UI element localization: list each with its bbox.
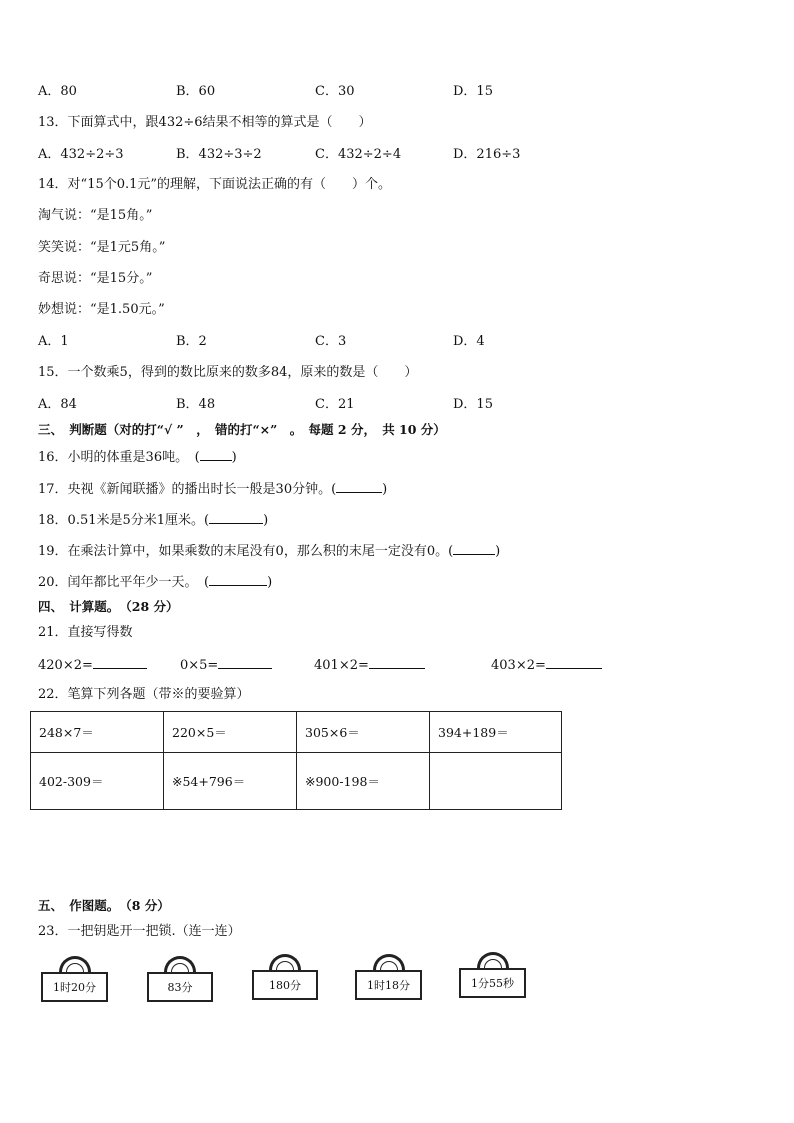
table-cell: 248×7＝ <box>31 712 164 753</box>
q15-stem: 15．一个数乘5，得到的数比原来的数多84，原来的数是（ ） <box>38 365 418 380</box>
q20-answer-blank[interactable] <box>209 573 267 586</box>
lock-label: 1时18分 <box>355 970 422 1000</box>
q12-option-b: B．60 <box>176 84 216 99</box>
q18-text: 18．0.51米是5分米1厘米。( <box>38 513 210 528</box>
q13-option-a: A．432÷2÷3 <box>38 147 124 162</box>
lock-label: 1时20分 <box>41 972 108 1002</box>
q21-item <box>491 656 602 674</box>
q21-item <box>38 656 147 674</box>
lock-label: 180分 <box>252 970 318 1000</box>
q21-answer-blank[interactable] <box>93 656 147 669</box>
lock-label: 1分55秒 <box>459 968 526 998</box>
q14-statement: 奇思说：“是15分。” <box>38 271 153 286</box>
table-cell <box>430 753 562 810</box>
section-4-heading: 四、 计算题。 （28 分） <box>38 599 179 614</box>
lock-5[interactable] <box>459 952 526 1000</box>
q14-statement: 妙想说：“是1.50元。” <box>38 302 165 317</box>
q15-option-b: B．48 <box>176 397 216 412</box>
q21-answer-blank[interactable] <box>218 656 272 669</box>
q12-option-c: C．30 <box>315 84 355 99</box>
q20 <box>38 573 272 591</box>
q16-text: 16．小明的体重是36吨。 ( <box>38 450 200 465</box>
q21-item-text: 403×2= <box>491 658 546 673</box>
q14-option-c: C．3 <box>315 334 347 349</box>
q16-answer-blank[interactable] <box>200 448 232 461</box>
q21-item <box>180 656 272 674</box>
q18 <box>38 511 268 529</box>
table-cell: 305×6＝ <box>297 712 430 753</box>
q19-text: 19．在乘法计算中，如果乘数的末尾没有0，那么积的末尾一定没有0。( <box>38 544 454 559</box>
q17-text: 17．央视《新闻联播》的播出时长一般是30分钟。( <box>38 482 337 497</box>
table-row <box>31 712 562 753</box>
q17 <box>38 480 387 498</box>
q21-item <box>314 656 425 674</box>
table-cell: 394+189＝ <box>430 712 562 753</box>
lock-1[interactable] <box>41 956 108 1004</box>
q19-answer-blank[interactable] <box>453 542 495 555</box>
q23-stem: 23．一把钥匙开一把锁.（连一连） <box>38 924 241 939</box>
lock-3[interactable] <box>252 954 318 1002</box>
q22-calc-table <box>30 711 562 810</box>
table-cell: 220×5＝ <box>164 712 297 753</box>
q15-option-d: D．15 <box>453 397 493 412</box>
q14-statement: 淘气说：“是15角。” <box>38 208 153 223</box>
q18-close: ) <box>263 513 269 528</box>
q14-statement: 笑笑说：“是1元5角。” <box>38 240 166 255</box>
q16-close: ) <box>231 450 237 465</box>
q21-item-text: 420×2= <box>38 658 93 673</box>
q20-text: 20．闰年都比平年少一天。 ( <box>38 575 210 590</box>
section-3-heading: 三、 判断题（对的打“√ ” ， 错的打“×” 。 每题 2 分， 共 10 分） <box>38 422 446 437</box>
q12-option-a: A．80 <box>38 84 77 99</box>
q17-answer-blank[interactable] <box>336 480 382 493</box>
table-cell: 402-309＝ <box>31 753 164 810</box>
q13-stem: 13．下面算式中，跟432÷6结果不相等的算式是（ ） <box>38 115 372 130</box>
lock-label: 83分 <box>147 972 213 1002</box>
q13-option-c: C．432÷2÷4 <box>315 147 402 162</box>
q16 <box>38 448 237 466</box>
q13-option-b: B．432÷3÷2 <box>176 147 262 162</box>
q12-option-d: D．15 <box>453 84 493 99</box>
q14-stem: 14．对“15个0.1元”的理解，下面说法正确的有（ ）个。 <box>38 177 392 192</box>
lock-2[interactable] <box>147 956 213 1004</box>
q13-option-d: D．216÷3 <box>453 147 521 162</box>
q19 <box>38 542 500 560</box>
table-cell: ※900-198＝ <box>297 753 430 810</box>
q17-close: ) <box>382 482 388 497</box>
q21-item-text: 401×2= <box>314 658 369 673</box>
q15-option-a: A．84 <box>38 397 77 412</box>
table-row <box>31 753 562 810</box>
q14-option-a: A．1 <box>38 334 69 349</box>
section-5-heading: 五、 作图题。 （8 分） <box>38 898 170 913</box>
q21-answer-blank[interactable] <box>546 656 602 669</box>
q14-option-b: B．2 <box>176 334 207 349</box>
lock-4[interactable] <box>355 954 422 1002</box>
q15-option-c: C．21 <box>315 397 355 412</box>
q20-close: ) <box>267 575 273 590</box>
q21-item-text: 0×5= <box>180 658 219 673</box>
q21-answer-blank[interactable] <box>369 656 425 669</box>
q18-answer-blank[interactable] <box>209 511 263 524</box>
q19-close: ) <box>495 544 501 559</box>
table-cell: ※54+796＝ <box>164 753 297 810</box>
q21-stem: 21．直接写得数 <box>38 625 133 640</box>
q14-option-d: D．4 <box>453 334 485 349</box>
q22-stem: 22．笔算下列各题（带※的要验算） <box>38 687 250 702</box>
